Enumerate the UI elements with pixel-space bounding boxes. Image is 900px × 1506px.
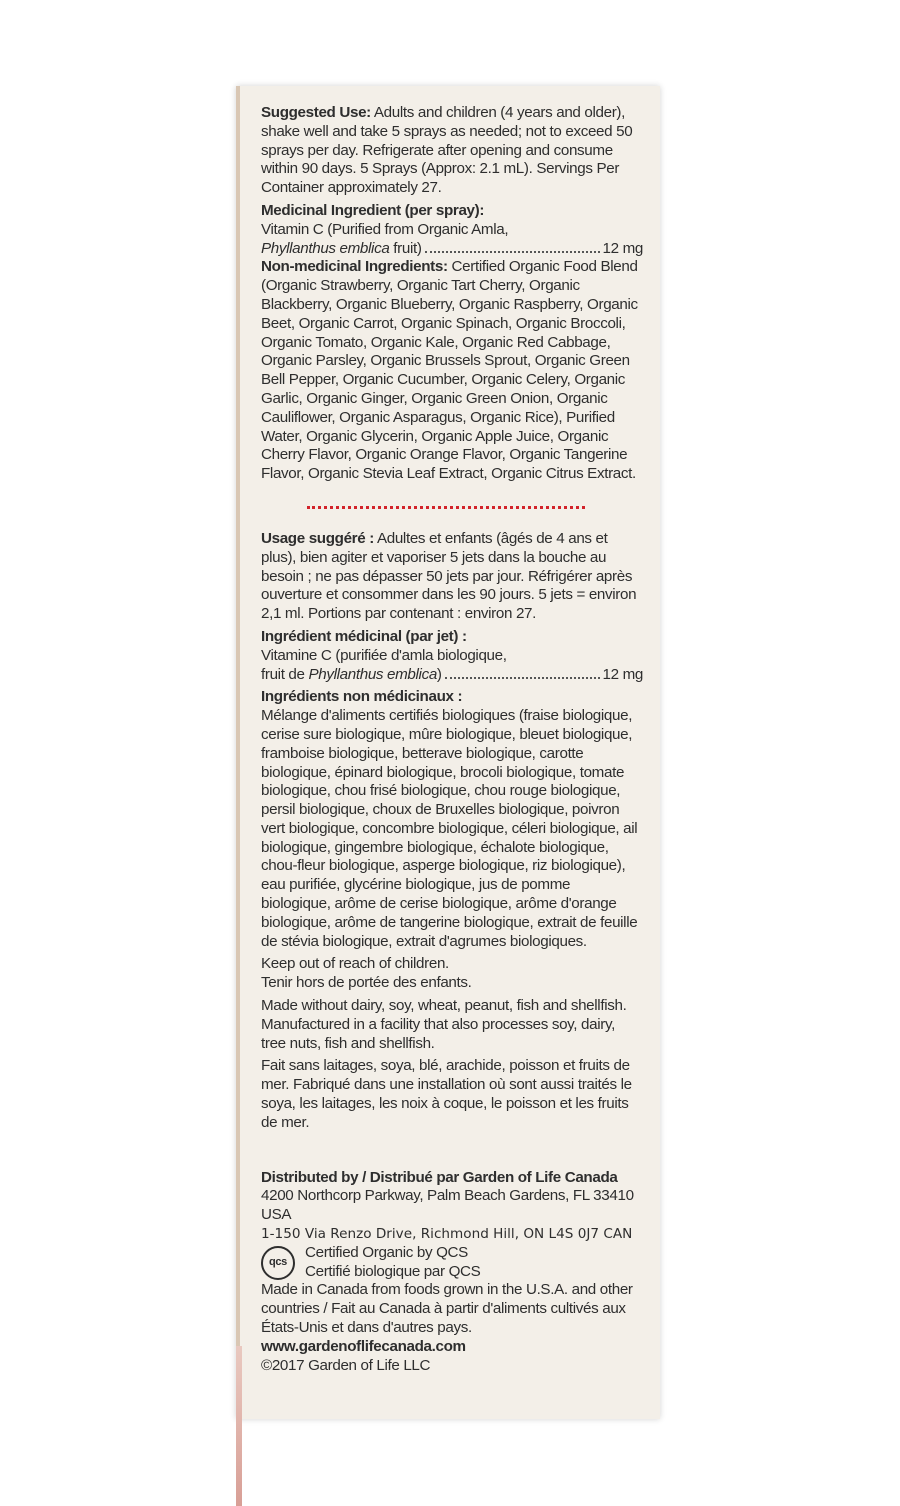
certified-en: Certified Organic by QCS: [305, 1243, 468, 1261]
allergen-fr: Fait sans laitages, soya, blé, arachide, poisson et fruits de mer. Fabriqué dans une installation où sont aussi traités le soya, les laitages, les noix à coque, le poisson et les fruits de mer.: [261, 1057, 632, 1131]
allergen-en: Made without dairy, soy, wheat, peanut, fish and shellfish. Manufactured in a facility that also processes soy, dairy, tree nuts, fish and shellfish.: [261, 997, 627, 1052]
suggested-use-label: Suggested Use:: [261, 104, 371, 121]
suggested-use-fr: [261, 530, 643, 624]
species-name-fr: Phyllanthus emblica: [308, 665, 437, 683]
usage-text: Adultes et enfants (âgés de 4 ans et plus), bien agiter et vaporiser 5 jets dans la bouche au besoin ; ne pas dépasser 50 jets par jour. Réfrigérer après ouverture et consommer dans les 90 jours. 5 jets = environ 2,1 ml. Portions par contenant : environ 27.: [261, 529, 637, 623]
medicinal-line1-en: Vitamin C (Purified from Organic Amla,: [261, 220, 509, 238]
leader-dots: [425, 251, 600, 253]
usage-label: Usage suggéré :: [261, 529, 374, 547]
address-us: 4200 Northcorp Parkway, Palm Beach Gardens, FL 33410 USA: [261, 1187, 634, 1224]
keep-out-en: Keep out of reach of children.: [261, 955, 449, 973]
label-content: [261, 104, 643, 1375]
suggested-use-en: [261, 104, 643, 198]
label-panel: [236, 86, 660, 1419]
medicinal-row-fr: fruit de Phyllanthus emblica) 12 mg: [261, 665, 643, 683]
medicinal-line1-fr: Vitamine C (purifiée d'amla biologique,: [261, 646, 507, 664]
made-in: Made in Canada from foods grown in the U.S.A. and other countries / Fait au Canada à partir d'aliments cultivés aux États-Unis et dans d'autres pays.: [261, 1281, 633, 1337]
nonmedicinal-text-fr: Mélange d'aliments certifiés biologiques (fraise biologique, cerise sure biologique, mûre biologique, bleuet biologique, framboise biologique, betterave biologique, carotte biologique, épinard biologique, brocoli biologique, tomate biologique, chou frisé biologique, chou rouge biologique, persil biologique, choux de Bruxelles biologique, poivron vert biologique, concombre biologique, céleri biologique, ail biologique, gingembre biologique, échalote biologique, chou-fleur biologique, asperge biologique, riz biologique), eau purifiée, glycérine biologique, jus de pomme biologique, arôme de cerise biologique, arôme d'orange biologique, arôme de tangerine biologique, extrait de feuille de stévia biologique, extrait d'agrumes biologiques.: [261, 707, 638, 950]
species-name-en: Phyllanthus emblica: [261, 239, 390, 257]
website: www.gardenoflifecanada.com: [261, 1337, 466, 1355]
keep-out-fr: Tenir hors de portée des enfants.: [261, 974, 472, 992]
distributor-heading: Distributed by / Distribué par Garden of Life Canada: [261, 1168, 618, 1186]
qcs-logo-icon: qcs: [261, 1246, 295, 1280]
copyright: ©2017 Garden of Life LLC: [261, 1356, 431, 1374]
medicinal-row-en: Phyllanthus emblica fruit) 12 mg: [261, 239, 643, 257]
suggested-use-text: Adults and children (4 years and older), shake well and take 5 sprays as needed; not to exceed 50 sprays per day. Refrigerate after opening and consume within 90 days. 5 Sprays (Approx: 2.1 mL). Servings Per Container approximately 27.: [261, 104, 633, 197]
medicinal-heading-en: Medicinal Ingredient (per spray):: [261, 201, 485, 219]
nonmedicinal-text: Certified Organic Food Blend (Organic Strawberry, Organic Tart Cherry, Organic Blackberry, Organic Blueberry, Organic Raspberry, Organic Beet, Organic Carrot, Organic Spinach, Organic Broccoli, Organic Tomato, Organic Kale, Organic Red Cabbage, Organic Parsley, Organic Brussels Sprout, Organic Green Bell Pepper, Organic Cucumber, Organic Celery, Organic Garlic, Organic Ginger, Organic Green Onion, Organic Cauliflower, Organic Asparagus, Organic Rice), Purified Water, Organic Glycerin, Organic Apple Juice, Organic Cherry Flavor, Organic Orange Flavor, Organic Tangerine Flavor, Organic Stevia Leaf Extract, Organic Citrus Extract.: [261, 258, 638, 483]
medicinal-amount-en: 12 mg: [602, 239, 643, 257]
medicinal-amount-fr: 12 mg: [602, 665, 643, 683]
red-dotted-divider: [261, 504, 643, 510]
nonmedicinal-en: [261, 258, 643, 484]
nonmedicinal-heading-fr: Ingrédients non médicinaux :: [261, 688, 463, 706]
certification: [261, 1244, 643, 1282]
address-ca: 1-150 Via Renzo Drive, Richmond Hill, ON L4S 0J7 CAN: [261, 1226, 633, 1243]
nonmedicinal-label: Non-medicinal Ingredients:: [261, 258, 448, 276]
certified-fr: Certifié biologique par QCS: [305, 1262, 481, 1280]
medicinal-heading-fr: Ingrédient médicinal (par jet) :: [261, 627, 467, 645]
leader-dots: [445, 677, 600, 679]
